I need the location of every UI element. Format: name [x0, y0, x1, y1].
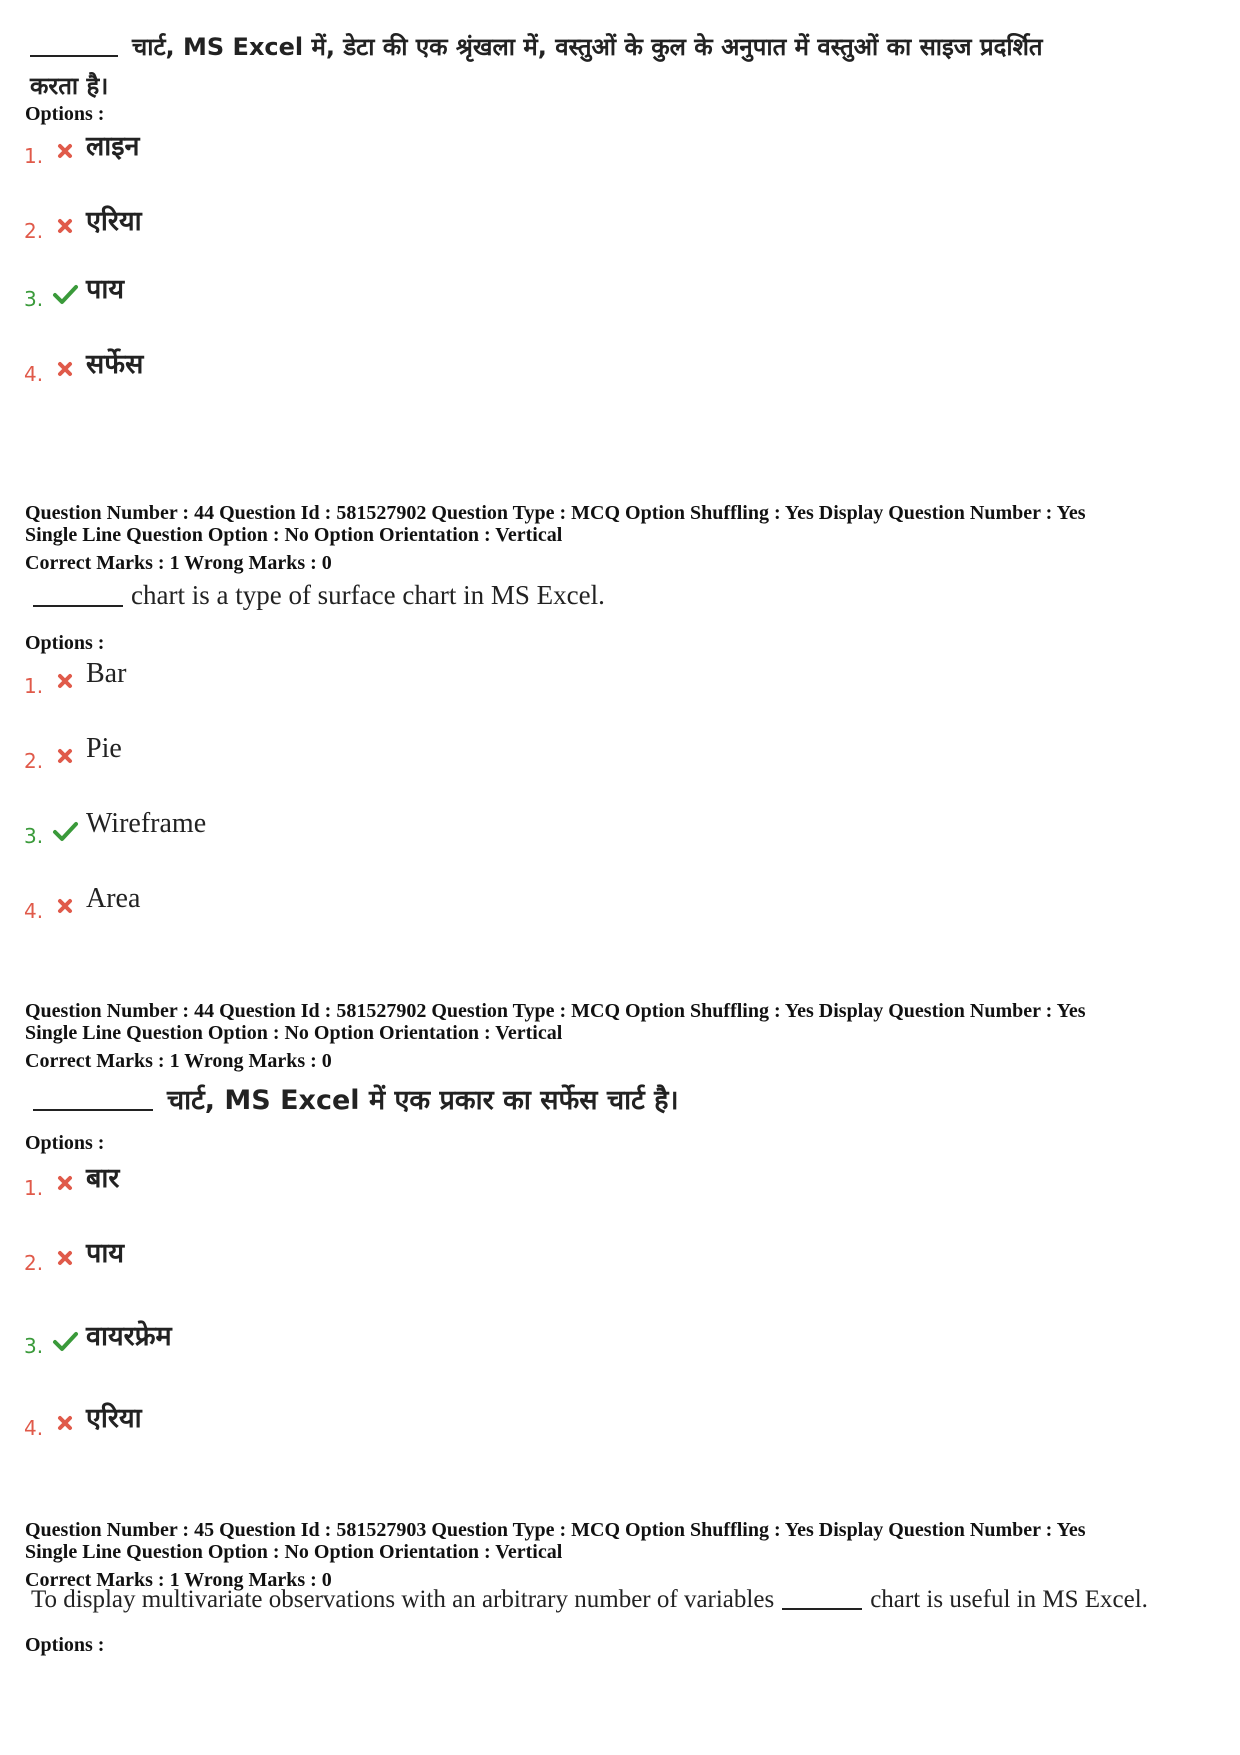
option-number: 3.	[24, 287, 44, 311]
answer-blank	[30, 55, 118, 57]
option-label: पाय	[86, 1237, 124, 1269]
option-label: सर्फेस	[86, 348, 144, 380]
option-number: 2.	[24, 219, 44, 243]
question-text	[33, 1080, 679, 1117]
cross-icon	[50, 357, 80, 381]
option-label: वायरफ्रेम	[86, 1320, 172, 1352]
option-number: 3.	[24, 824, 44, 848]
check-icon	[50, 819, 80, 843]
question-meta-line1: Question Number : 45 Question Id : 581527903 Question Type : MCQ Option Shuffling : Yes Display Question Number : Yes	[25, 1519, 1086, 1541]
question-marks: Correct Marks : 1 Wrong Marks : 0	[25, 1569, 332, 1591]
options-heading: Options :	[25, 632, 105, 654]
question-meta-line2: Single Line Question Option : No Option Orientation : Vertical	[25, 1541, 563, 1563]
cross-icon	[50, 1171, 80, 1195]
options-heading: Options :	[25, 103, 105, 125]
question-marks: Correct Marks : 1 Wrong Marks : 0	[25, 552, 332, 574]
question-meta	[25, 1519, 1085, 1591]
option-number: 1.	[24, 144, 44, 168]
option-row	[24, 348, 143, 386]
option-label: Pie	[86, 733, 122, 764]
question-text	[31, 1586, 1148, 1614]
answer-blank	[33, 1109, 153, 1111]
cross-icon	[50, 1246, 80, 1270]
check-icon	[50, 1329, 80, 1353]
option-number: 4.	[24, 899, 44, 923]
question-meta-line1: Question Number : 44 Question Id : 581527902 Question Type : MCQ Option Shuffling : Yes Display Question Number : Yes	[25, 1000, 1086, 1022]
option-row	[24, 273, 124, 311]
question-meta	[25, 502, 1085, 574]
option-label: Wireframe	[86, 808, 207, 839]
question-text-line2: करता है।	[30, 72, 109, 100]
option-number: 3.	[24, 1334, 44, 1358]
option-label: बार	[86, 1162, 120, 1194]
option-label: Bar	[86, 658, 127, 689]
option-label: एरिया	[86, 205, 142, 237]
question-marks: Correct Marks : 1 Wrong Marks : 0	[25, 1050, 332, 1072]
option-row	[24, 1402, 142, 1440]
option-row	[24, 1320, 172, 1358]
option-row	[24, 885, 140, 923]
option-row	[24, 735, 122, 773]
question-text-after: chart is useful in MS Excel.	[870, 1586, 1148, 1613]
cross-icon	[50, 744, 80, 768]
question-text-line1: चार्ट, MS Excel में, डेटा की एक श्रृंखला में, वस्तुओं के कुल के अनुपात में वस्तुओं का साइज प्रदर्शित	[132, 33, 1043, 61]
option-number: 2.	[24, 749, 44, 773]
question-text	[33, 580, 605, 611]
option-row	[24, 1162, 119, 1200]
check-icon	[50, 282, 80, 306]
option-row	[24, 660, 126, 698]
question-meta-line2: Single Line Question Option : No Option Orientation : Vertical	[25, 1022, 563, 1044]
question-meta-line2: Single Line Question Option : No Option Orientation : Vertical	[25, 524, 563, 546]
question-text-before: To display multivariate observations with an arbitrary number of variables	[31, 1586, 775, 1613]
cross-icon	[50, 894, 80, 918]
option-row	[24, 205, 142, 243]
cross-icon	[50, 669, 80, 693]
question-text	[30, 30, 1210, 102]
option-number: 4.	[24, 362, 44, 386]
answer-blank	[33, 605, 123, 607]
option-number: 2.	[24, 1251, 44, 1275]
answer-blank	[782, 1608, 862, 1610]
option-number: 4.	[24, 1416, 44, 1440]
option-row	[24, 130, 140, 168]
option-number: 1.	[24, 674, 44, 698]
option-row	[24, 810, 206, 848]
question-text-body: chart is a type of surface chart in MS Excel.	[131, 580, 605, 610]
question-meta-line1: Question Number : 44 Question Id : 581527902 Question Type : MCQ Option Shuffling : Yes Display Question Number : Yes	[25, 502, 1086, 524]
option-label: लाइन	[86, 130, 140, 162]
option-label: Area	[86, 883, 141, 914]
options-heading: Options :	[25, 1132, 105, 1154]
option-label: एरिया	[86, 1402, 142, 1434]
cross-icon	[50, 1411, 80, 1435]
question-text-body: चार्ट, MS Excel में एक प्रकार का सर्फेस चार्ट है।	[167, 1085, 679, 1116]
option-number: 1.	[24, 1176, 44, 1200]
cross-icon	[50, 139, 80, 163]
options-heading: Options :	[25, 1634, 105, 1656]
question-meta	[25, 1000, 1085, 1072]
option-label: पाय	[86, 273, 124, 305]
option-row	[24, 1237, 124, 1275]
cross-icon	[50, 214, 80, 238]
